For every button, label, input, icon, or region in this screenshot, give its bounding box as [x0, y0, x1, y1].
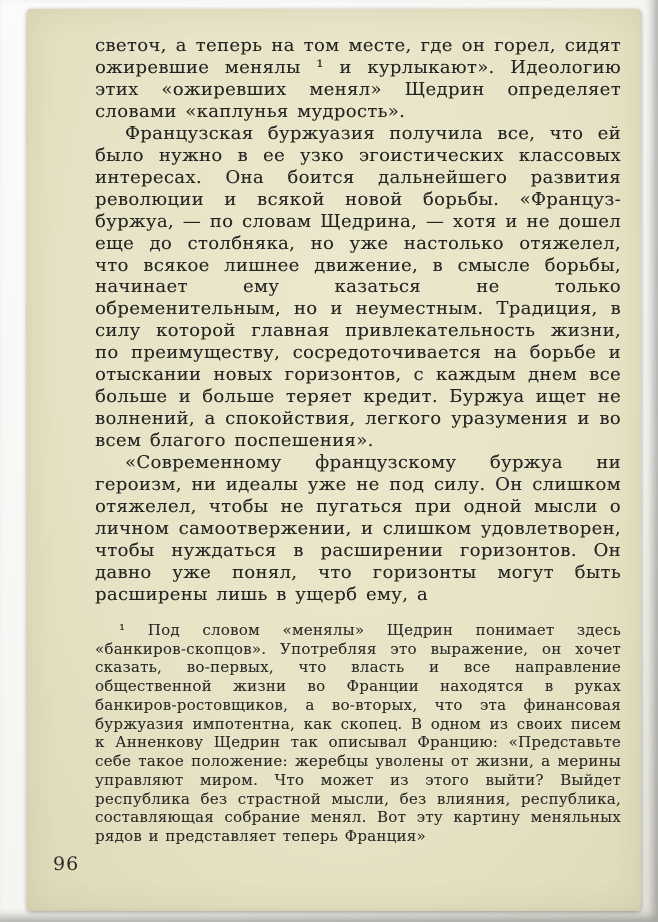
- paragraph: Французская буржуазия получила все, что ей было нужно в ее узко эгоистических классовых интересах. Она боится дальнейшего развития революции и всякой новой борьбы. «Француз-буржуа, — по словам Щедрина, — хотя и не дошел еще до столбняка, но уже настолько отяжелел, что всякое лишнее движение, в смысле борьбы, начинает ему казаться не только обременительным, но и неуместным. Традиция, в силу которой главная привлекательность жизни, по преимуществу, сосредоточивается на борьбе и отыскании новых горизонтов, с каждым днем все больше и больше теряет кредит. Буржуа ищет не волнений, а спокойствия, легкого уразумения и во всем благого поспешения».: [95, 122, 621, 452]
- page-number: 96: [53, 853, 80, 875]
- paragraph: «Современному французскому буржуа ни героизм, ни идеалы уже не под силу. Он слишком отяжелел, чтобы не пугаться при одной мысли о личном самоотвержении, и слишком удовлетворен, чтобы нуждаться в расширении горизонтов. Он давно уже понял, что горизонты могут быть расширены лишь в ущерб ему, а: [95, 452, 621, 605]
- footnote-block: [95, 621, 621, 846]
- main-text-block: [95, 35, 621, 606]
- book-page: [27, 9, 641, 911]
- paragraph-continuation: светоч, а теперь на том месте, где он горел, сидят ожиревшие менялы ¹ и курлыкают». Идеологию этих «ожиревших менял» Щедрин определяет словами «каплунья мудрость».: [95, 35, 621, 122]
- footnote-text: ¹ Под словом «менялы» Щедрин понимает здесь «банкиров-скопцов». Употребляя это выражение, он хочет сказать, во-первых, что власть и все направление общественной жизни во Франции находятся в руках банкиров-ростовщиков, а во-вторых, что эта финансовая буржуазия импотентна, как скопец. В одном из своих писем к Анненкову Щедрин так описывал Францию: «Представьте себе такое положение: жеребцы уволены от жизни, а мерины управляют миром. Что может из этого выйти? Выйдет республика без страстной мысли, без влияния, республика, составляющая собрание менял. Вот эту картину меняльных рядов и представляет теперь Франция»: [95, 620, 621, 846]
